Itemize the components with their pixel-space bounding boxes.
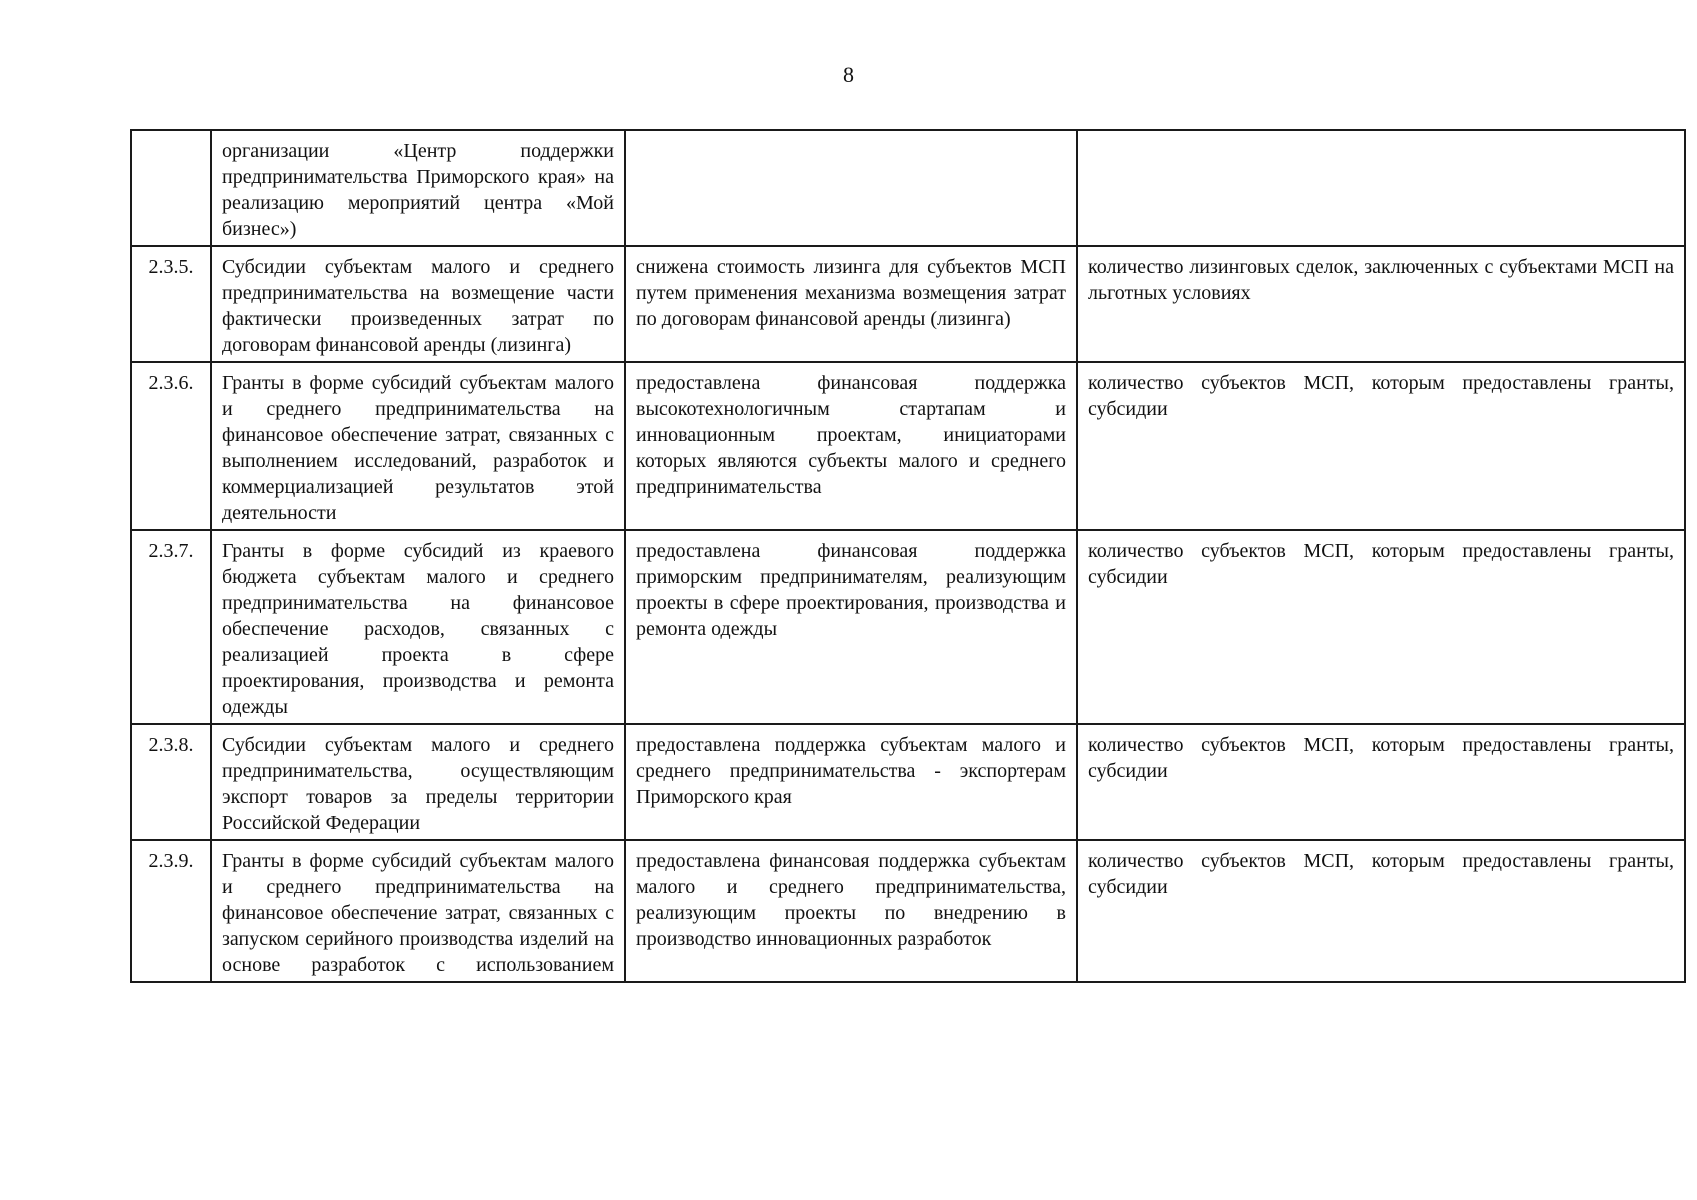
page-number: 8 bbox=[843, 62, 854, 87]
row-number-cell: 2.3.5. bbox=[131, 246, 211, 362]
row-number-cell: 2.3.9. bbox=[131, 840, 211, 982]
measure-name-cell: Гранты в форме субсидий субъектам малого и среднего предпринимательства на финансовое обеспечение затрат, связанных с выполнением исследований, разработок и коммерциализацией результатов этой деятельности bbox=[211, 362, 625, 530]
measure-name-cell: Гранты в форме субсидий субъектам малого и среднего предпринимательства на финансовое обеспечение затрат, связанных с запуском серийного производства изделий на основе разработок с использованием bbox=[211, 840, 625, 982]
table-row bbox=[131, 246, 1685, 362]
indicator-cell bbox=[1077, 130, 1685, 246]
expected-result-cell: предоставлена финансовая поддержка субъектам малого и среднего предпринимательства, реализующим проекты по внедрению в производство инновационных разработок bbox=[625, 840, 1077, 982]
expected-result-cell: предоставлена поддержка субъектам малого и среднего предпринимательства - экспортерам Приморского края bbox=[625, 724, 1077, 840]
measure-name-cell: Субсидии субъектам малого и среднего предпринимательства на возмещение части фактически произведенных затрат по договорам финансовой аренды (лизинга) bbox=[211, 246, 625, 362]
measures-table bbox=[130, 129, 1686, 983]
table-row bbox=[131, 130, 1685, 246]
table-row bbox=[131, 530, 1685, 724]
indicator-cell: количество субъектов МСП, которым предоставлены гранты, субсидии bbox=[1077, 724, 1685, 840]
expected-result-cell: снижена стоимость лизинга для субъектов МСП путем применения механизма возмещения затрат по договорам финансовой аренды (лизинга) bbox=[625, 246, 1077, 362]
measure-name-cell: организации «Центр поддержки предпринимательства Приморского края» на реализацию мероприятий центра «Мой бизнес») bbox=[211, 130, 625, 246]
table-row bbox=[131, 724, 1685, 840]
indicator-cell: количество субъектов МСП, которым предоставлены гранты, субсидии bbox=[1077, 362, 1685, 530]
row-number-cell: 2.3.8. bbox=[131, 724, 211, 840]
indicator-cell: количество субъектов МСП, которым предоставлены гранты, субсидии bbox=[1077, 530, 1685, 724]
measure-name-cell: Субсидии субъектам малого и среднего предпринимательства, осуществляющим экспорт товаров за пределы территории Российской Федерации bbox=[211, 724, 625, 840]
indicator-cell: количество субъектов МСП, которым предоставлены гранты, субсидии bbox=[1077, 840, 1685, 982]
row-number-cell: 2.3.7. bbox=[131, 530, 211, 724]
expected-result-cell: предоставлена финансовая поддержка приморским предпринимателям, реализующим проекты в сфере проектирования, производства и ремонта одежды bbox=[625, 530, 1077, 724]
measure-name-cell: Гранты в форме субсидий из краевого бюджета субъектам малого и среднего предпринимательства на финансовое обеспечение расходов, связанных с реализацией проекта в сфере проектирования, производства и ремонта одежды bbox=[211, 530, 625, 724]
expected-result-cell: предоставлена финансовая поддержка высокотехнологичным стартапам и инновационным проектам, инициаторами которых являются субъекты малого и среднего предпринимательства bbox=[625, 362, 1077, 530]
table-row bbox=[131, 840, 1685, 982]
indicator-cell: количество лизинговых сделок, заключенных с субъектами МСП на льготных условиях bbox=[1077, 246, 1685, 362]
row-number-cell: 2.3.6. bbox=[131, 362, 211, 530]
expected-result-cell bbox=[625, 130, 1077, 246]
row-number-cell bbox=[131, 130, 211, 246]
table-row bbox=[131, 362, 1685, 530]
